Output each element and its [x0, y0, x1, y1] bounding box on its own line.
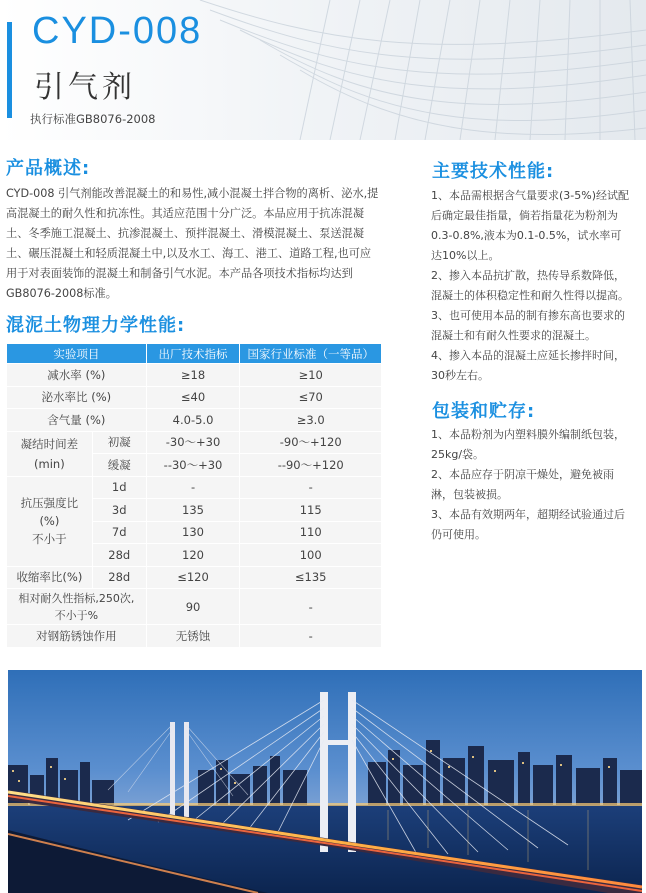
national-value: 115 — [240, 499, 382, 522]
factory-value: ≤40 — [146, 386, 240, 409]
header-factory: 出厂技术指标 — [146, 344, 240, 364]
factory-value: - — [146, 476, 240, 499]
table-row — [7, 431, 382, 454]
product-name: 引气剂 — [34, 70, 136, 105]
national-value: 110 — [240, 521, 382, 544]
header-accent-bar — [7, 22, 12, 118]
tech-item: 3、也可使用本品的制有掺东高也要求的混凝土和有耐久性要求的混凝土。 — [431, 309, 625, 342]
row-label: 相对耐久性指标,250次, 不小于% — [7, 589, 147, 625]
national-value: - — [240, 476, 382, 499]
header-item: 实验项目 — [7, 344, 147, 364]
factory-value: 120 — [146, 544, 240, 567]
table-row — [7, 409, 382, 432]
bridge-night-photo — [8, 670, 642, 893]
table-row — [7, 476, 382, 499]
national-value: ≤70 — [240, 386, 382, 409]
sub-label: 28d — [92, 544, 146, 567]
overview-title: 产品概述: — [6, 158, 91, 179]
table-row — [7, 589, 382, 625]
national-value: ≤135 — [240, 566, 382, 589]
spec-table — [6, 343, 382, 648]
packaging-list — [431, 425, 631, 545]
factory-value: ≤120 — [146, 566, 240, 589]
product-code: CYD-008 — [32, 10, 203, 52]
national-value: ≥10 — [240, 364, 382, 387]
table-row — [7, 386, 382, 409]
overview-text: CYD-008 引气剂能改善混凝土的和易性,减小混凝土拌合物的离析、泌水,提高混凝土的耐久性和抗冻性。其适应范围十分广泛。本品应用于抗冻混凝土、冬季施工混凝土、抗渗混凝土、预拌混凝土、滑模混凝土、泵送混凝土、碾压混凝土和轻质混凝土中,以及水工、海工、港工、道路工程,也可应用于对表面装饰的混凝土和制备引气水泥。本产品各项技术指标均达到GB8076-2008标准。 — [6, 187, 379, 300]
physical-title: 混泥土物理力学性能: — [6, 315, 186, 336]
table-row — [7, 566, 382, 589]
packaging-item: 3、本品有效期两年，超期经试验通过后仍可使用。 — [431, 508, 625, 541]
table-row — [7, 625, 382, 648]
row-group-label: 抗压强度比 (%) 不小于 — [7, 476, 93, 566]
national-value: -90～+120 — [240, 431, 382, 454]
table-row — [7, 364, 382, 387]
row-label: 对钢筋锈蚀作用 — [7, 625, 147, 648]
national-value: --90～+120 — [240, 454, 382, 477]
factory-value: -30～+30 — [146, 431, 240, 454]
national-value: - — [240, 625, 382, 648]
sub-label: 3d — [92, 499, 146, 522]
tech-item: 1、本品需根据含气量要求(3-5%)经试配后确定最佳指量，倘若指量花为粉剂为0.3-0.8%,液本为0.1-0.5%，试水率可达10%以上。 — [431, 189, 629, 262]
tech-list — [431, 186, 631, 386]
national-value: - — [240, 589, 382, 625]
row-label: 减水率 (%) — [7, 364, 147, 387]
header-national: 国家行业标准（一等品） — [240, 344, 382, 364]
row-label: 含气量 (%) — [7, 409, 147, 432]
factory-value: ≥18 — [146, 364, 240, 387]
sub-label: 28d — [92, 566, 146, 589]
factory-value: 135 — [146, 499, 240, 522]
sub-label: 1d — [92, 476, 146, 499]
factory-value: 无锈蚀 — [146, 625, 240, 648]
row-group-label: 凝结时间差 (min) — [7, 431, 93, 476]
national-value: 100 — [240, 544, 382, 567]
sub-label: 7d — [92, 521, 146, 544]
packaging-item: 1、本品粉剂为内塑料膜外编制纸包装，25kg/袋。 — [431, 428, 625, 461]
factory-value: 4.0-5.0 — [146, 409, 240, 432]
packaging-title: 包装和贮存: — [432, 401, 536, 422]
national-value: ≥3.0 — [240, 409, 382, 432]
factory-value: --30～+30 — [146, 454, 240, 477]
factory-value: 90 — [146, 589, 240, 625]
row-label: 泌水率比 (%) — [7, 386, 147, 409]
sub-label: 初凝 — [92, 431, 146, 454]
standard-line: 执行标准GB8076-2008 — [30, 112, 156, 126]
factory-value: 130 — [146, 521, 240, 544]
row-label: 收缩率比(%) — [7, 566, 93, 589]
tech-item: 4、掺入本品的混凝土应延长掺拌时间，30秒左右。 — [431, 349, 625, 382]
tech-item: 2、掺入本品抗扩散，热传导系数降低，混凝土的体积稳定性和耐久性得以提高。 — [431, 269, 629, 302]
sub-label: 缓凝 — [92, 454, 146, 477]
packaging-item: 2、本品应存于阴凉干燥处，避免被雨淋，包装被损。 — [431, 468, 614, 501]
tech-title: 主要技术性能: — [432, 161, 555, 182]
